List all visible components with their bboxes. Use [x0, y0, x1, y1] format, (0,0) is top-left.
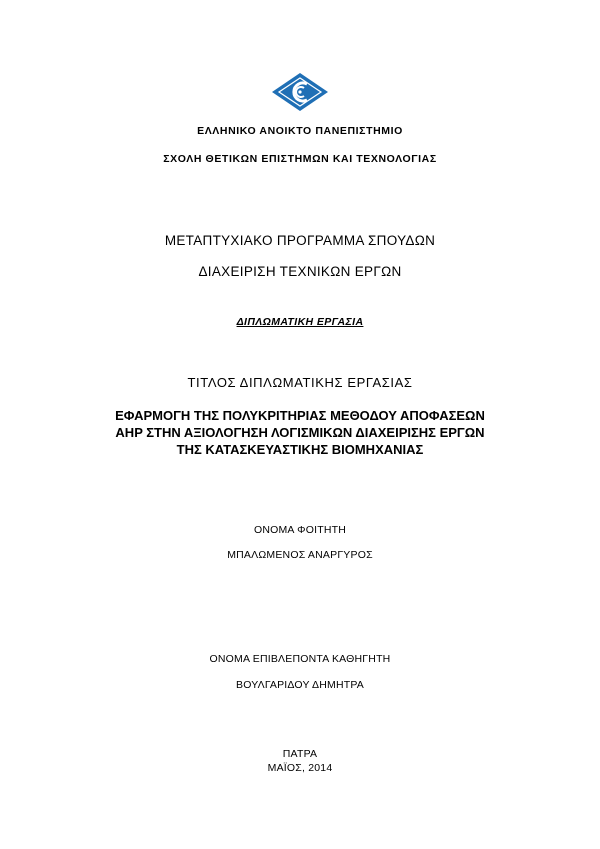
program-name: ΜΕΤΑΠΤΥΧΙΑΚΟ ΠΡΟΓΡΑΜΜΑ ΣΠΟΥΔΩΝ [164, 233, 436, 248]
school-name: ΣΧΟΛΗ ΘΕΤΙΚΩΝ ΕΠΙΣΤΗΜΩΝ ΚΑΙ ΤΕΧΝΟΛΟΓΙΑΣ [163, 153, 437, 165]
thesis-title-line-3: ΤΗΣ ΚΑΤΑΣΚΕΥΑΣΤΙΚΗΣ ΒΙΟΜΗΧΑΝΙΑΣ [176, 442, 424, 457]
supervisor-label: ΟΝΟΜΑ ΕΠΙΒΛΕΠΟΝΤΑ ΚΑΘΗΓΗΤΗ [209, 653, 391, 665]
date: ΜΑΪΟΣ, 2014 [267, 762, 333, 774]
university-logo-icon [270, 72, 330, 112]
student-name: ΜΠΑΛΩΜΕΝΟΣ ΑΝΑΡΓΥΡΟΣ [227, 549, 373, 561]
thesis-title-line-2: AHP ΣΤΗΝ ΑΞΙΟΛΟΓΗΣΗ ΛΟΓΙΣΜΙΚΩΝ ΔΙΑΧΕΙΡΙΣΗΣ ΕΡΓΩΝ [115, 425, 485, 440]
city: ΠΑΤΡΑ [282, 748, 318, 760]
student-label: ΟΝΟΜΑ ΦΟΙΤΗΤΗ [253, 524, 347, 536]
program-field: ΔΙΑΧΕΙΡΙΣΗ ΤΕΧΝΙΚΩΝ ΕΡΓΩΝ [198, 264, 402, 279]
thesis-title-label: ΤΙΤΛΟΣ ΔΙΠΛΩΜΑΤΙΚΗΣ ΕΡΓΑΣΙΑΣ [187, 375, 413, 390]
document-type: ΔΙΠΛΩΜΑΤΙΚΗ ΕΡΓΑΣΙΑ [236, 316, 364, 328]
thesis-title-line-1: ΕΦΑΡΜΟΓΗ ΤΗΣ ΠΟΛΥΚΡΙΤΗΡΙΑΣ ΜΕΘΟΔΟΥ ΑΠΟΦΑΣΕΩΝ [115, 408, 485, 423]
university-name: ΕΛΛΗΝΙΚΟ ΑΝΟΙΚΤΟ ΠΑΝΕΠΙΣΤΗΜΙΟ [197, 125, 403, 137]
supervisor-name: ΒΟΥΛΓΑΡΙΔΟΥ ΔΗΜΗΤΡΑ [236, 679, 364, 691]
